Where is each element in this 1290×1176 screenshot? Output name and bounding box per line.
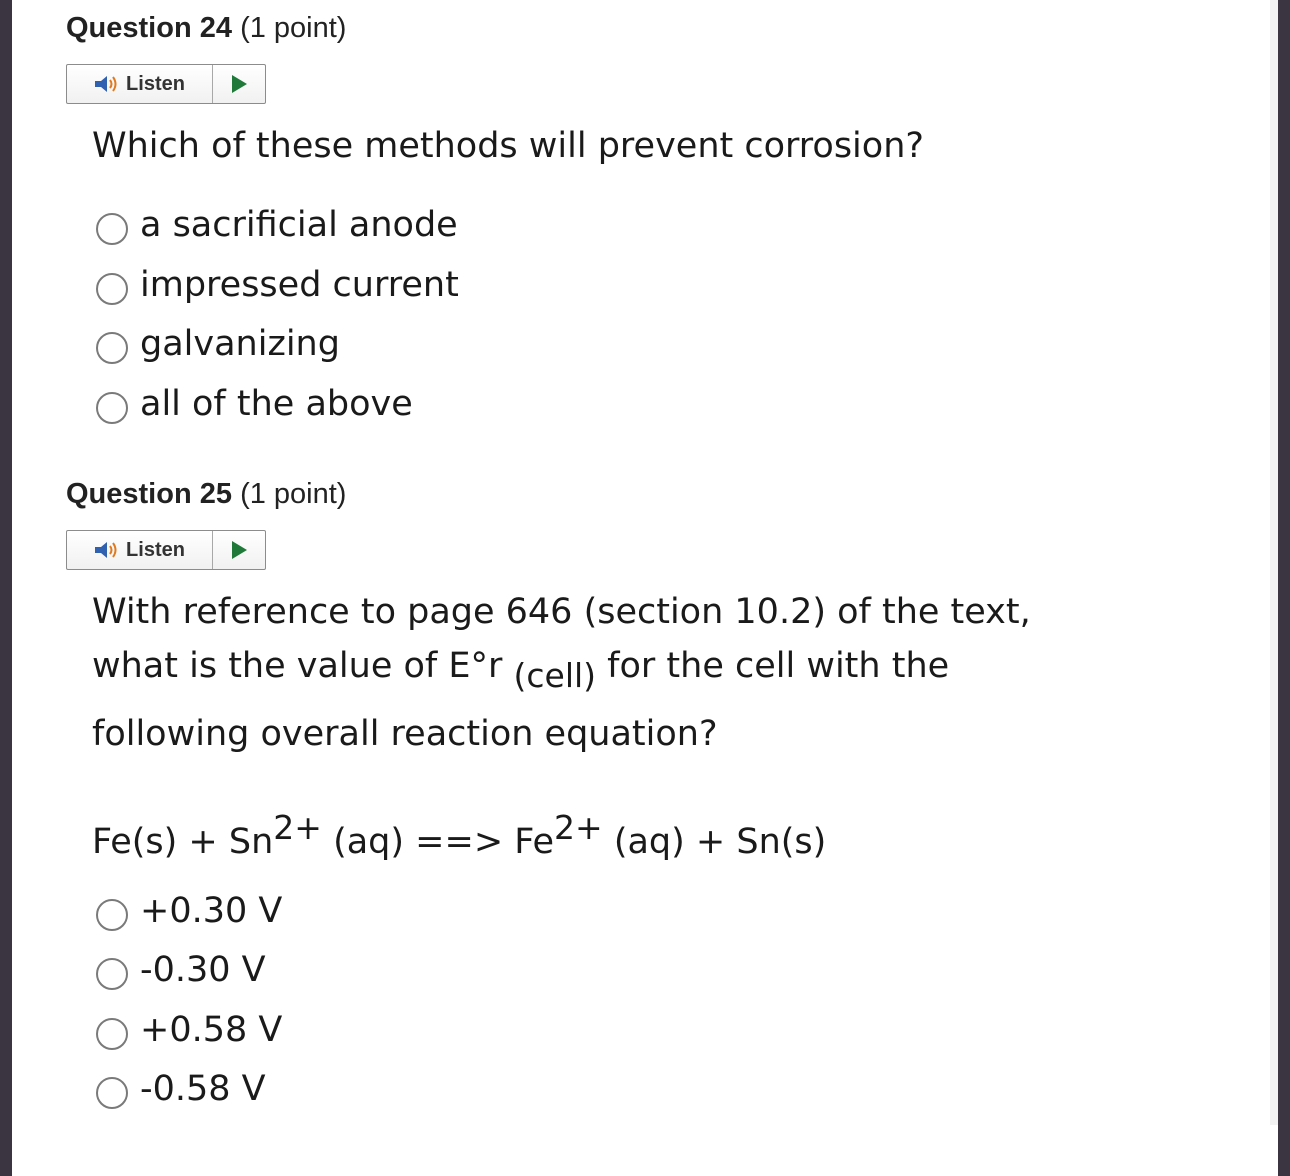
prompt-line: following overall reaction equation?: [92, 714, 718, 754]
radio-button[interactable]: [96, 958, 128, 990]
radio-button[interactable]: [96, 899, 128, 931]
option-label: a sacrificial anode: [140, 205, 458, 245]
answer-option[interactable]: [96, 950, 266, 990]
question-title: Question 25: [66, 478, 232, 510]
listen-button[interactable]: [67, 65, 213, 103]
option-label: all of the above: [140, 384, 413, 424]
listen-widget: [66, 530, 266, 570]
option-label: -0.58 V: [140, 1069, 266, 1109]
answer-option[interactable]: [96, 205, 458, 245]
speaker-icon: [94, 74, 120, 94]
question-points: (1 point): [240, 478, 347, 510]
radio-button[interactable]: [96, 273, 128, 305]
quiz-page: [12, 0, 1278, 1176]
play-button[interactable]: [213, 65, 265, 103]
option-label: +0.58 V: [140, 1010, 283, 1050]
charge-superscript: 2+: [554, 808, 603, 847]
cell-subscript: (cell): [513, 656, 597, 695]
play-icon: [230, 74, 248, 94]
speaker-icon: [94, 540, 120, 560]
question-title: Question 24: [66, 12, 232, 44]
listen-button[interactable]: [67, 531, 213, 569]
prompt-text: for the cell with the: [596, 646, 950, 686]
option-label: galvanizing: [140, 324, 340, 364]
equation-text: (aq) + Sn(s): [602, 822, 827, 862]
play-button[interactable]: [213, 531, 265, 569]
answer-option[interactable]: [96, 891, 282, 931]
answer-option[interactable]: [96, 1010, 282, 1050]
equation-text: Fe(s) + Sn: [92, 822, 274, 862]
question-24-header: [66, 12, 346, 45]
listen-label: Listen: [126, 72, 185, 95]
question-prompt: [92, 585, 1142, 761]
option-label: impressed current: [140, 265, 459, 305]
scrollbar-track[interactable]: [1270, 0, 1278, 1125]
prompt-line: With reference to page 646 (section 10.2) of the text,: [92, 592, 1031, 632]
prompt-line: [92, 639, 1142, 703]
answer-option[interactable]: [96, 324, 340, 364]
radio-button[interactable]: [96, 332, 128, 364]
question-points: (1 point): [240, 12, 347, 44]
radio-button[interactable]: [96, 1077, 128, 1109]
listen-widget: [66, 64, 266, 104]
radio-button[interactable]: [96, 1018, 128, 1050]
reaction-equation: [92, 808, 826, 862]
listen-label: Listen: [126, 538, 185, 561]
answer-option[interactable]: [96, 265, 459, 305]
radio-button[interactable]: [96, 213, 128, 245]
equation-text: (aq) ==> Fe: [321, 822, 555, 862]
play-icon: [230, 540, 248, 560]
prompt-text: what is the value of E°r: [92, 646, 503, 686]
option-label: -0.30 V: [140, 950, 266, 990]
option-label: +0.30 V: [140, 891, 283, 931]
question-25-header: [66, 478, 346, 511]
answer-option[interactable]: [96, 384, 413, 424]
charge-superscript: 2+: [273, 808, 322, 847]
answer-option[interactable]: [96, 1069, 266, 1109]
question-prompt: Which of these methods will prevent corrosion?: [92, 126, 924, 166]
radio-button[interactable]: [96, 392, 128, 424]
